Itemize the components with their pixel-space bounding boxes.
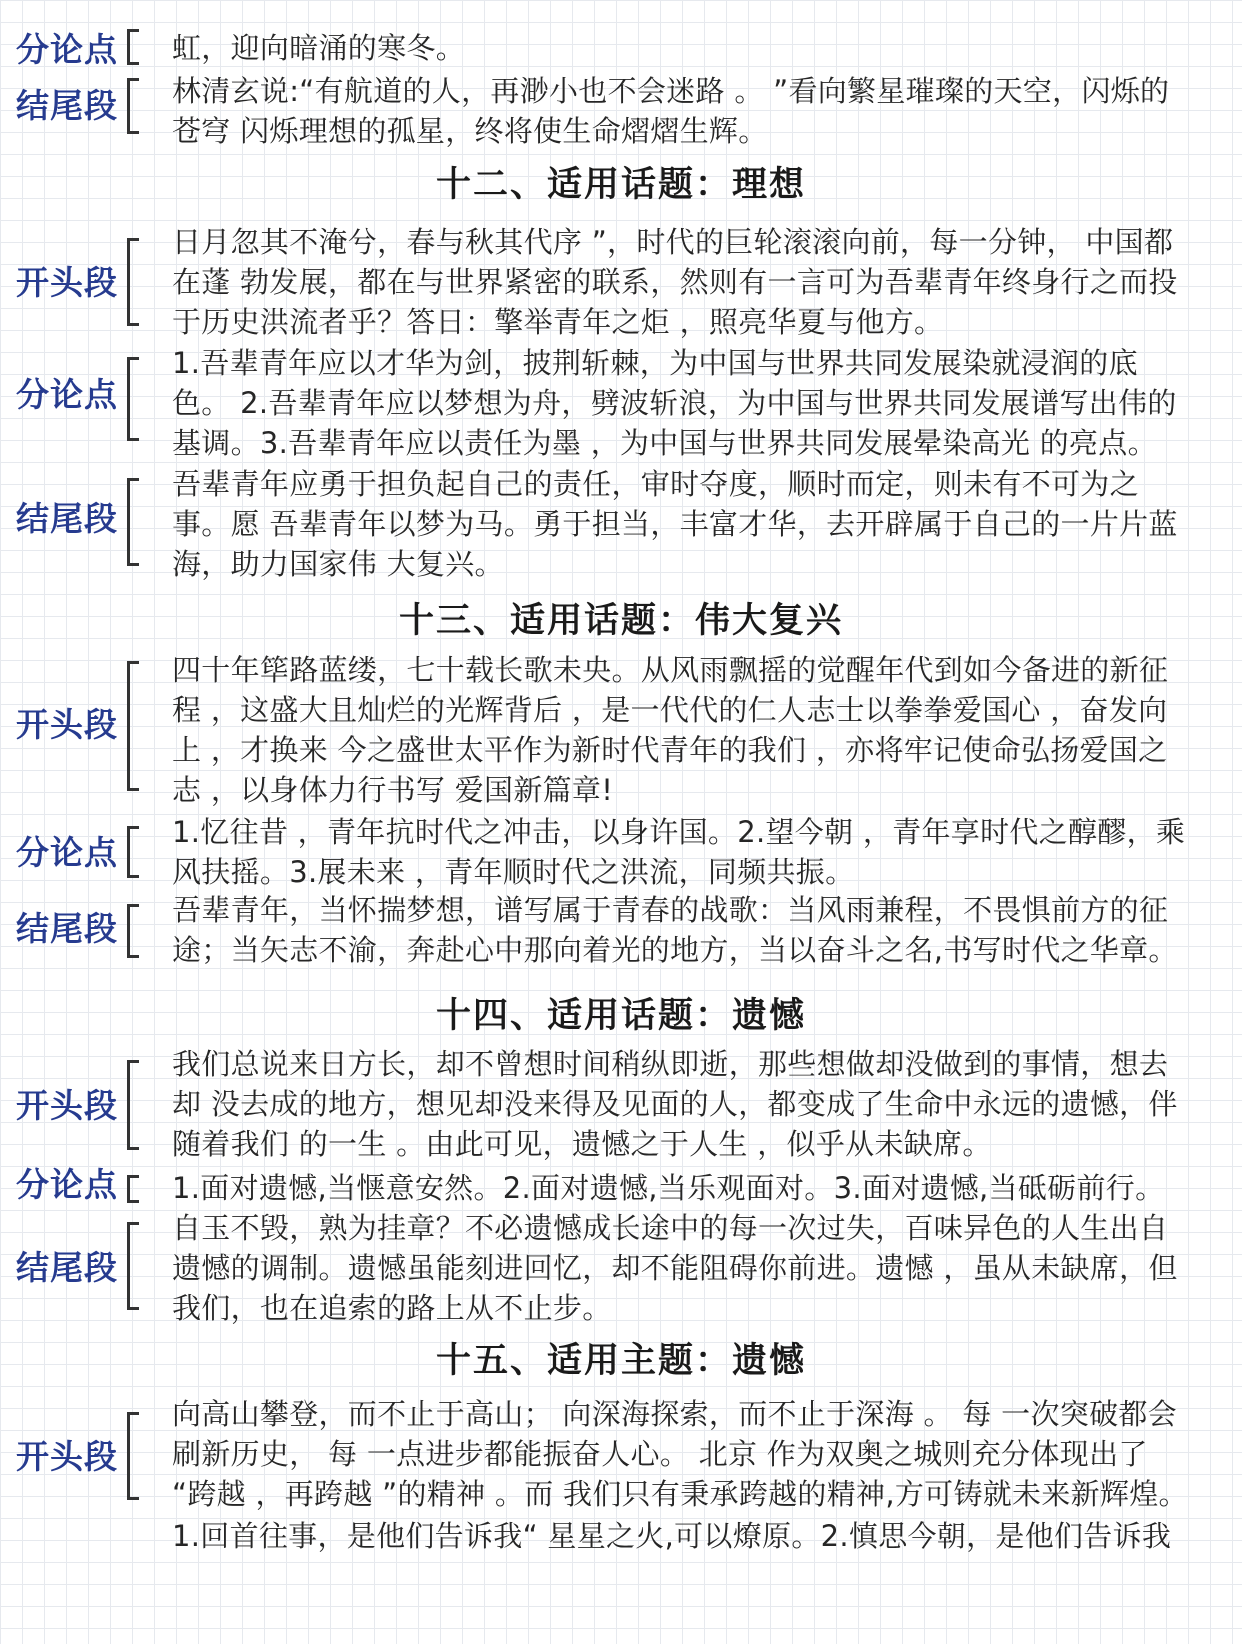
opening-text [172, 1394, 1188, 1514]
text-line: 色。 2.吾辈青年应以梦想为舟，劈波斩浪，为中国与世界共同发展谱写出伟的 [172, 386, 1177, 420]
text-line: 我们，也在追索的路上从不止步。 [172, 1291, 612, 1325]
text-line: 苍穹 闪烁理想的孤星，终将使生命熠熠生辉。 [172, 114, 768, 148]
points-text [172, 343, 1177, 463]
ending-label: 结尾段 [16, 499, 118, 538]
text-line: 向高山攀登，而不止于高山； 向深海探索，而不止于深海 。 每 一次突破都会 [172, 1397, 1177, 1431]
points-label: 分论点 [16, 30, 118, 69]
text-line: 四十年筚路蓝缕，七十载长歌未央。从风雨飘摇的觉醒年代到如今备进的新征 [172, 653, 1169, 687]
section-heading: 十四、适用话题：遗憾 [435, 996, 806, 1036]
section-heading: 十五、适用主题：遗憾 [435, 1341, 806, 1381]
bracket [127, 478, 139, 566]
text-line: 1.面对遗憾,当惬意安然。2.面对遗憾,当乐观面对。3.面对遗憾,当砥砺前行。 [172, 1171, 1165, 1205]
section-heading: 十二、适用话题：理想 [435, 165, 806, 205]
bracket [127, 238, 139, 326]
opening-label: 开头段 [16, 1086, 118, 1125]
opening-text [172, 222, 1178, 342]
opening-label: 开头段 [16, 705, 118, 744]
bracket [127, 357, 139, 441]
text-line: 途；当矢志不渝，奔赴心中那向着光的地方，当以奋斗之名,书写时代之华章。 [172, 933, 1178, 967]
text-line: 虹，迎向暗涌的寒冬。 [172, 31, 466, 65]
text-line: 1.吾辈青年应以才华为剑，披荆斩棘，为中国与世界共同发展染就浸润的底 [172, 346, 1138, 380]
ending-label: 结尾段 [16, 86, 118, 125]
text-line: 1.忆往昔 ，青年抗时代之冲击，以身许国。2.望今朝 ，青年享时代之醇醪，乘 [172, 815, 1186, 849]
text-line: 基调。3.吾辈青年应以责任为墨 ，为中国与世界共同发展晕染高光 的亮点。 [172, 426, 1157, 460]
points-text-partial [172, 1516, 1171, 1556]
text-line: 吾辈青年，当怀揣梦想，谱写属于青春的战歌：当风雨兼程，不畏惧前方的征 [172, 893, 1169, 927]
opening-label: 开头段 [16, 1437, 118, 1476]
ending-text [172, 71, 1169, 151]
opening-text [172, 650, 1168, 810]
text-line: 林清玄说:“有航道的人，再渺小也不会迷路 。 ”看向繁星璀璨的天空，闪烁的 [172, 74, 1170, 108]
ending-label: 结尾段 [16, 909, 118, 948]
ending-text [172, 1208, 1178, 1328]
opening-text [172, 1044, 1178, 1164]
ending-label: 结尾段 [16, 1248, 118, 1287]
bracket [127, 1060, 139, 1150]
text-line: 志 ，以身体力行书写 爱国新篇章! [172, 773, 614, 807]
text-line: 风扶摇。3.展未来 ，青年顺时代之洪流，同频共振。 [172, 855, 855, 889]
text-line: 上 ，才换来 今之盛世太平作为新时代青年的我们 ，亦将牢记使命弘扬爱国之 [172, 733, 1168, 767]
text-line: 我们总说来日方长，却不曾想时间稍纵即逝，那些想做却没做到的事情，想去 [172, 1047, 1169, 1081]
bracket [127, 29, 139, 65]
text-line: 1.回首往事，是他们告诉我“ 星星之火,可以燎原。2.慎思今朝，是他们告诉我 [172, 1519, 1172, 1553]
text-line: 刷新历史， 每 一点进步都能振奋人心。 北京 作为双奥之城则充分体现出了 [172, 1437, 1148, 1471]
bracket [127, 1412, 139, 1500]
text-line: “跨越 ，再跨越 ”的精神 。而 我们只有秉承跨越的精神,方可铸就未来新辉煌。 [172, 1477, 1188, 1511]
section-heading: 十三、适用话题：伟大复兴 [398, 601, 843, 641]
points-text [172, 812, 1185, 892]
ending-text [172, 890, 1178, 970]
opening-label: 开头段 [16, 263, 118, 302]
text-line: 事。愿 吾辈青年以梦为马。勇于担当，丰富才华，去开辟属于自己的一片片蓝 [172, 507, 1178, 541]
points-label: 分论点 [16, 375, 118, 414]
points-text [172, 28, 465, 68]
text-line: 随着我们 的一生 。由此可见，遗憾之于人生 ，似乎从未缺席。 [172, 1127, 992, 1161]
bracket [127, 826, 139, 878]
text-line: 却 没去成的地方，想见却没来得及见面的人，都变成了生命中永远的遗憾，伴 [172, 1087, 1178, 1121]
text-line: 自玉不毁，熟为挂章？不必遗憾成长途中的每一次过失，百味异色的人生出自 [172, 1211, 1169, 1245]
bracket [127, 661, 139, 791]
bracket [127, 78, 139, 134]
bracket [127, 1222, 139, 1310]
ending-text [172, 464, 1178, 584]
text-line: 日月忽其不淹兮，春与秋其代序 ”，时代的巨轮滚滚向前，每一分钟， 中国都 [172, 225, 1174, 259]
text-line: 于历史洪流者乎？答日：擎举青年之炬 ，照亮华夏与他方。 [172, 305, 944, 339]
points-label: 分论点 [16, 1165, 118, 1204]
points-label: 分论点 [16, 833, 118, 872]
text-line: 吾辈青年应勇于担负起自己的责任，审时夺度，顺时而定，则未有不可为之 [172, 467, 1139, 501]
bracket [127, 1175, 139, 1203]
text-line: 在蓬 勃发展，都在与世界紧密的联系，然则有一言可为吾辈青年终身行之而投 [172, 265, 1178, 299]
bracket [127, 904, 139, 958]
text-line: 海，助力国家伟 大复兴。 [172, 547, 504, 581]
text-line: 程 ，这盛大且灿烂的光辉背后 ，是一代代的仁人志士以拳拳爱国心 ，奋发向 [172, 693, 1168, 727]
text-line: 遗憾的调制。遗憾虽能刻进回忆，却不能阻碍你前进。遗憾 ，虽从未缺席，但 [172, 1251, 1178, 1285]
points-text [172, 1168, 1164, 1208]
